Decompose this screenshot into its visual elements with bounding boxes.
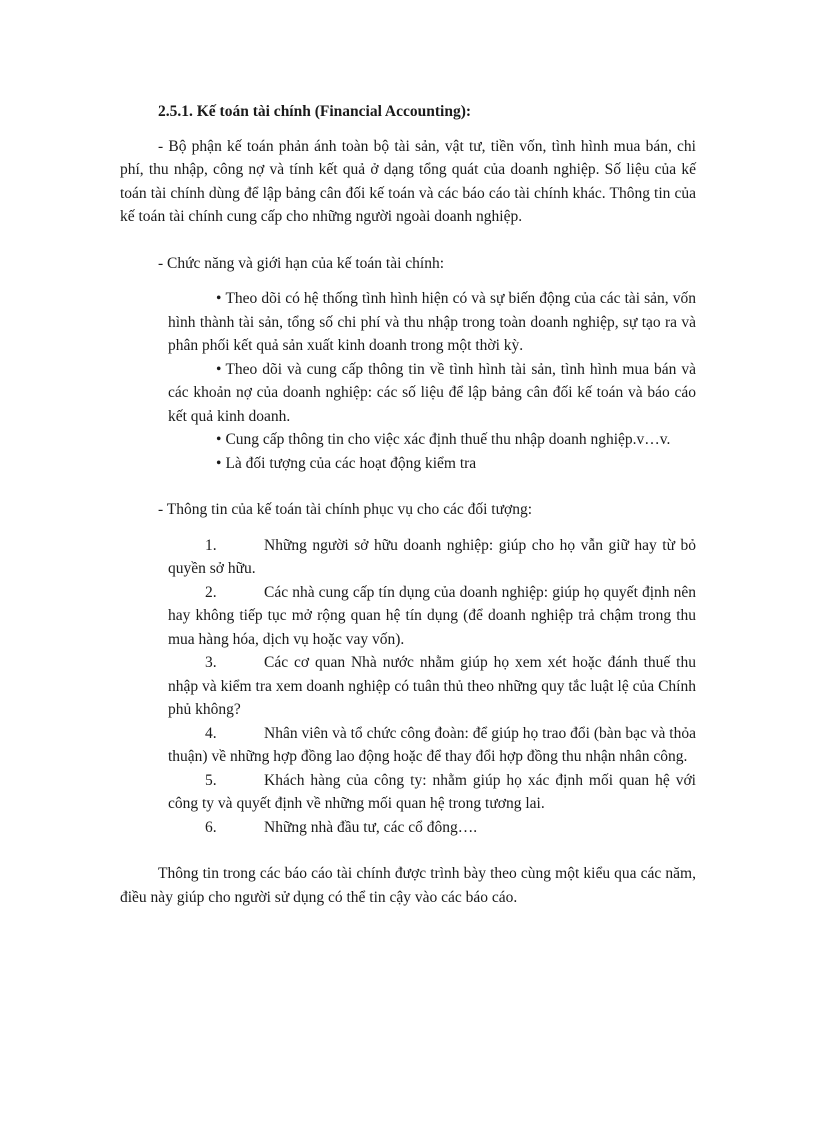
functions-heading: - Chức năng và giới hạn của kế toán tài chính: <box>158 254 445 272</box>
list-item: 1. Những người sở hữu doanh nghiệp: giúp cho họ vẫn giữ hay từ bỏ quyền sở hữu. <box>168 534 696 581</box>
list-item: 4. Nhân viên và tổ chức công đoàn: để giúp họ trao đổi (bàn bạc và thỏa thuận) về những hợp đồng lao động hoặc để thay đổi hợp đồng thu nhận nhân công. <box>168 722 696 769</box>
item-number: 6. <box>205 818 217 836</box>
item-number: 5. <box>205 771 217 789</box>
list-item: 6. Những nhà đầu tư, các cổ đông…. <box>168 816 696 840</box>
bullet-icon: • <box>216 360 222 378</box>
list-item: • Cung cấp thông tin cho việc xác định thuế thu nhập doanh nghiệp.v…v. <box>168 428 696 452</box>
item-number: 3. <box>205 654 217 671</box>
list-item: • Theo dõi và cung cấp thông tin về tình hình tài sản, tình hình mua bán và các khoản nợ của doanh nghiệp: các số liệu để lập bảng cân đối kế toán và báo cáo kết quả kinh doanh. <box>168 358 696 429</box>
list-item: • Là đối tượng của các hoạt động kiểm tra <box>168 452 696 476</box>
bullet-icon: • <box>216 431 222 448</box>
functions-list <box>168 287 696 475</box>
item-number: 4. <box>205 724 217 742</box>
list-item: 2. Các nhà cung cấp tín dụng của doanh nghiệp: giúp họ quyết định nên hay không tiếp tục mở rộng quan hệ tín dụng (để doanh nghiệp trả chậm trong thu mua hàng hóa, dịch vụ hoặc vay vốn). <box>168 581 696 652</box>
list-item: 5. Khách hàng của công ty: nhằm giúp họ xác định mối quan hệ với công ty và quyết định về những mối quan hệ trong tương lai. <box>168 769 696 816</box>
bullet-icon: • <box>216 454 222 472</box>
conclusion-paragraph: Thông tin trong các báo cáo tài chính được trình bày theo cùng một kiểu qua các năm, điều này giúp cho người sử dụng có thể tin cậy vào các báo cáo. <box>120 865 696 906</box>
list-item: • Theo dõi có hệ thống tình hình hiện có và sự biến động của các tài sản, vốn hình thành tài sản, tổng số chi phí và thu nhập trong toàn doanh nghiệp, sự tạo ra và phân phối kết quả sản xuất kinh doanh trong một thời kỳ. <box>168 287 696 358</box>
item-number: 2. <box>205 583 217 601</box>
users-heading: - Thông tin của kế toán tài chính phục vụ cho các đối tượng: <box>158 501 533 518</box>
document-page <box>120 100 696 909</box>
bullet-icon: • <box>216 290 222 307</box>
intro-paragraph: - Bộ phận kế toán phản ánh toàn bộ tài sản, vật tư, tiền vốn, tình hình mua bán, chi phí, thu nhập, công nợ và tính kết quả ở dạng tổng quát của doanh nghiệp. Số liệu của kế toán tài chính dùng để lập bảng cân đối kế toán và các báo cáo tài chính khác. Thông tin của kế toán tài chính cung cấp cho những người ngoài doanh nghiệp. <box>120 137 696 225</box>
list-item: 3. Các cơ quan Nhà nước nhằm giúp họ xem xét hoặc đánh thuế thu nhập và kiểm tra xem doanh nghiệp có tuân thủ theo những quy tắc luật lệ của Chính phủ không? <box>168 651 696 722</box>
users-list <box>168 534 696 840</box>
section-heading: 2.5.1. Kế toán tài chính (Financial Accounting): <box>158 103 472 120</box>
item-number: 1. <box>205 536 217 554</box>
